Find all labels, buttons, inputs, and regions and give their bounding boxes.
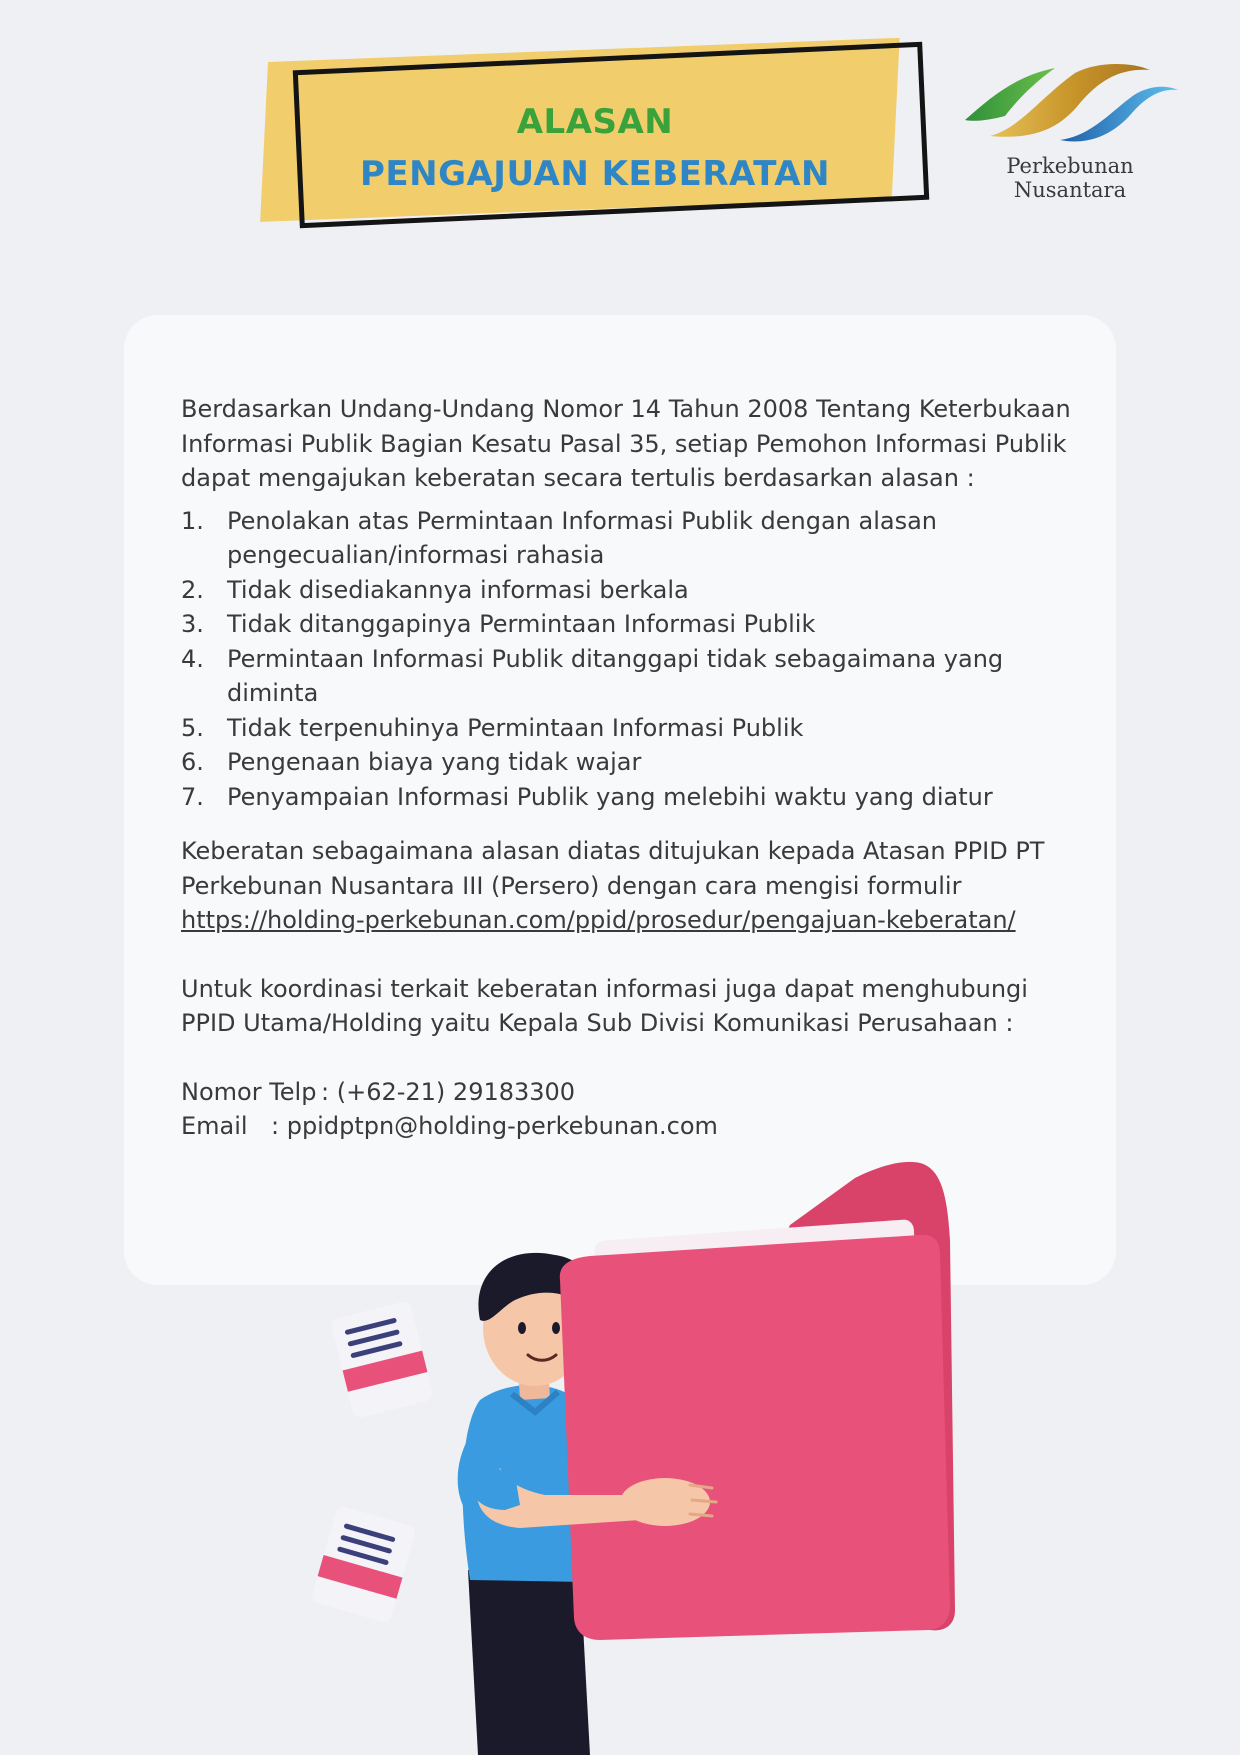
email-label: Email [181,1112,248,1140]
title-line-2: PENGAJUAN KEBERATAN [359,154,831,194]
list-text: Tidak disediakannya informasi berkala [227,575,689,604]
folder-icon [560,1162,955,1640]
list-number: 6. [181,748,204,776]
list-number: 5. [181,713,204,742]
logo-wave-icon [960,58,1180,153]
intro-paragraph: Berdasarkan Undang-Undang Nomor 14 Tahun 2008 Tentang Keterbukaan Informasi Publik Bagian Kesatu Pasal 35, setiap Pemohon Informasi Publik dapat mengajukan keberatan secara tertulis berdasarkan alasan : [181,395,1071,492]
content-card [124,315,1116,1285]
list-text: Penyampaian Informasi Publik yang melebihi waktu yang diatur [227,782,993,811]
list-text: Pengenaan biaya yang tidak wajar [227,748,642,776]
list-item [181,745,1081,780]
list-item [181,607,1081,642]
email-row [181,1109,1081,1144]
phone-row [181,1075,1081,1110]
card-body [181,392,1081,1144]
list-number: 7. [181,782,204,811]
page-title [300,96,890,200]
person-holding-folder-illustration [0,1150,1240,1755]
email-value: : ppidptpn@holding-perkebunan.com [271,1112,718,1140]
logo-text: Perkebunan Nusantara [1006,154,1134,202]
list-item [181,642,1081,711]
document-icon [330,1300,434,1419]
list-text: Tidak ditanggapinya Permintaan Informasi Publik [227,610,816,638]
phone-value: : (+62-21) 29183300 [321,1077,576,1106]
list-number: 3. [181,610,204,638]
phone-label: Nomor Telp [181,1077,317,1106]
document-icon [310,1505,416,1624]
list-number: 1. [181,506,204,535]
objection-form-link[interactable]: https://holding-perkebunan.com/ppid/prosedur/pengajuan-keberatan/ [181,906,1016,934]
company-logo [955,58,1185,202]
list-item [181,573,1081,608]
list-text: Penolakan atas Permintaan Informasi Publik dengan alasan pengecualian/informasi rahasia [227,506,937,569]
reasons-list [181,504,1081,815]
contact-block [181,1075,1081,1144]
list-number: 2. [181,575,204,604]
list-text: Permintaan Informasi Publik ditanggapi tidak sebagaimana yang diminta [227,644,1004,707]
list-number: 4. [181,644,204,673]
list-item [181,780,1081,815]
list-text: Tidak terpenuhinya Permintaan Informasi Publik [227,713,804,742]
list-item [181,711,1081,746]
coordination-paragraph: Untuk koordinasi terkait keberatan informasi juga dapat menghubungi PPID Utama/Holding yaitu Kepala Sub Divisi Komunikasi Perusahaan : [181,974,1028,1037]
objection-paragraph [181,834,1081,938]
title-line-1: ALASAN [516,102,674,142]
list-item [181,504,1081,573]
objection-text: Keberatan sebagaimana alasan diatas ditujukan kepada Atasan PPID PT Perkebunan Nusantara III (Persero) dengan cara mengisi formulir [181,837,1045,900]
